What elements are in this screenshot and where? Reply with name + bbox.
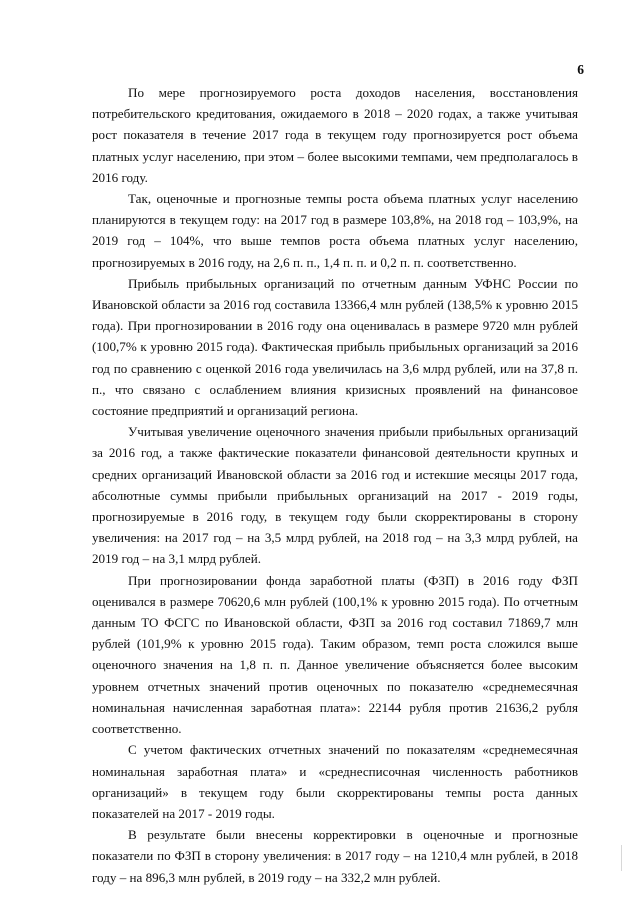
- paragraph: Так, оценочные и прогнозные темпы роста объема платных услуг населению планируются в текущем году: на 2017 год в размере 103,8%, на 2018 год – 103,9%, на 2019 год – 104%, что выше темпов роста объема платных услуг населению, прогнозируемых в 2016 году, на 2,6 п. п., 1,4 п. п. и 0,2 п. п. соответственно.: [92, 191, 578, 270]
- paragraph: По мере прогнозируемого роста доходов населения, восстановления потребительского кредитования, ожидаемого в 2018 – 2020 годах, а также учитывая рост показателя в течение 2017 года в текущем году прогнозируется рост объема платных услуг населению, при этом – более высокими темпами, чем предполагалось в 2016 году.: [92, 85, 578, 185]
- page-number: 6: [577, 62, 584, 77]
- paragraph: При прогнозировании фонда заработной платы (ФЗП) в 2016 году ФЗП оценивался в размере 70620,6 млн рублей (100,1% к уровню 2015 года). По отчетным данным ТО ФСГС по Ивановской области, ФЗП за 2016 год составил 71869,7 млн рублей (101,9% к уровню 2015 года). Таким образом, темп роста сложился выше оценочного значения на 1,8 п. п. Данное увеличение объясняется более высоким уровнем отчетных значений против оценочных по показателю «среднемесячная номинальная начисленная заработная плата»: 22144 рубля против 21636,2 рубля соответственно.: [92, 572, 578, 737]
- page-edge-mark: [621, 845, 622, 871]
- paragraph: В результате были внесены корректировки в оценочные и прогнозные показатели по ФЗП в сторону увеличения: в 2017 году – на 1210,4 млн рублей, в 2018 году – на 896,3 млн рублей, в 2019 году – на 332,2 млн рублей.: [92, 827, 578, 885]
- paragraph: Учитывая увеличение оценочного значения прибыли прибыльных организаций за 2016 год, а также фактические показатели финансовой деятельности крупных и средних организаций Ивановской области за 2016 год и истекшие месяцы 2017 года, абсолютные суммы прибыли прибыльных организаций на 2017 - 2019 годы, прогнозируемые в 2016 году, в текущем году были скорректированы в сторону увеличения: на 2017 год – на 3,5 млрд рублей, на 2018 год – на 3,3 млрд рублей, на 2019 год – на 3,1 млрд рублей.: [92, 424, 578, 567]
- paragraph: Прибыль прибыльных организаций по отчетным данным УФНС России по Ивановской области за 2016 год составила 13366,4 млн рублей (138,5% к уровню 2015 года). При прогнозировании в 2016 году она оценивалась в размере 9720 млн рублей (100,7% к уровню 2015 года). Фактическая прибыль прибыльных организаций за 2016 год по сравнению с оценкой 2016 года увеличилась на 3,6 млрд рублей, или на 37,8 п. п., что связано с ослаблением влияния кризисных проявлений на финансовое состояние предприятий и организаций региона.: [92, 275, 578, 419]
- paragraph: С учетом фактических отчетных значений по показателям «среднемесячная номинальная заработная плата» и «среднесписочная численность работников организаций» в текущем году были скорректированы темпы роста данных показателей на 2017 - 2019 годы.: [92, 742, 578, 821]
- document-body: [92, 82, 578, 888]
